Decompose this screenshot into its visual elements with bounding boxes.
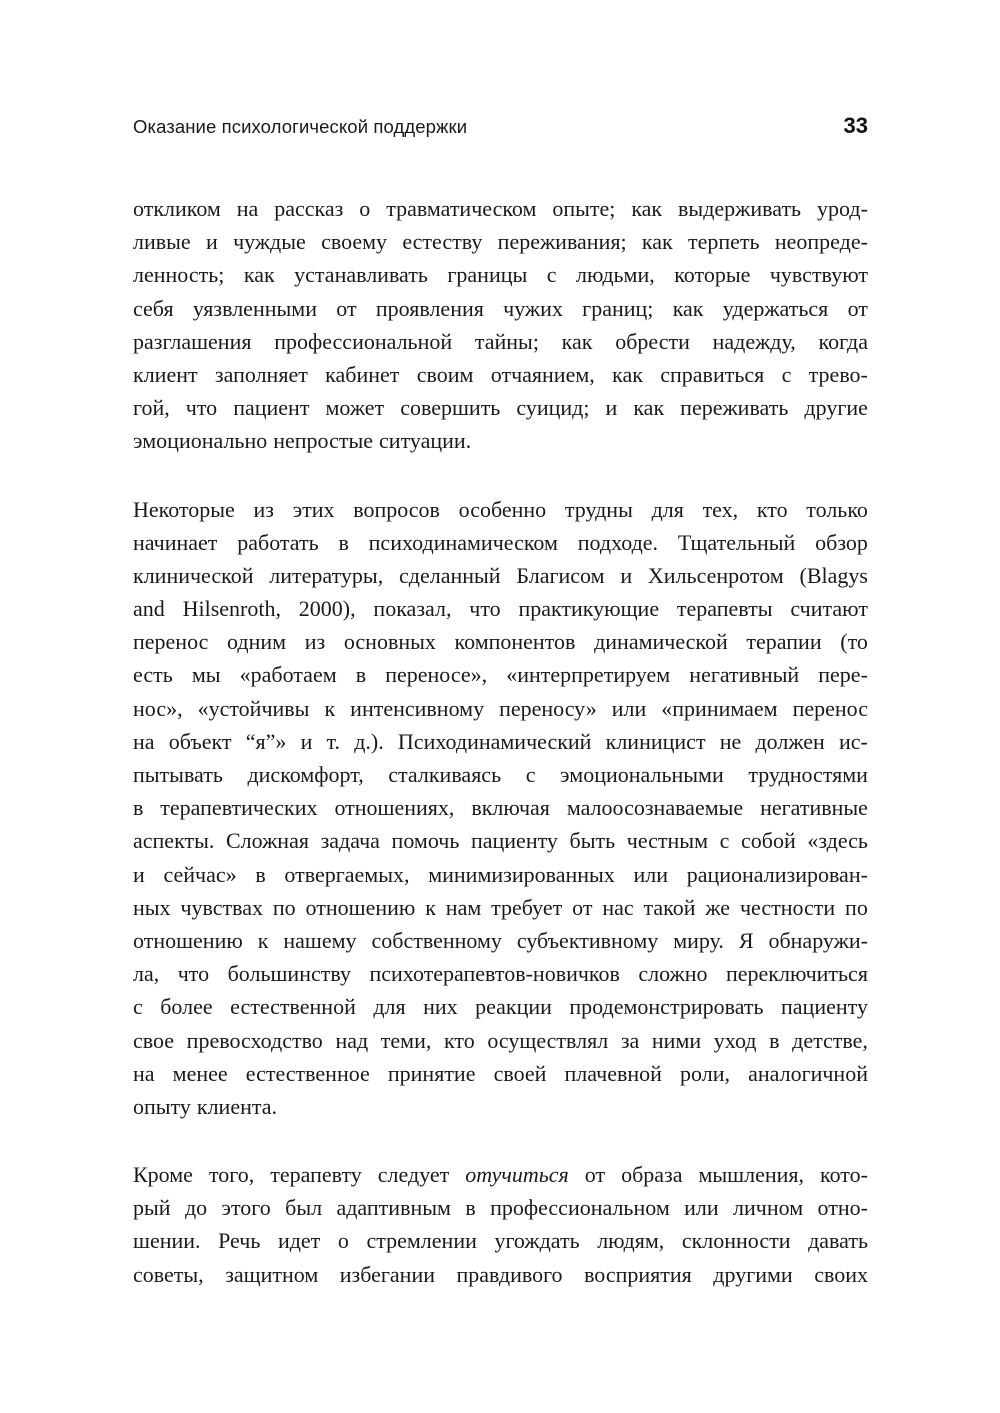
word: совершить [400, 395, 501, 421]
word: пациент [233, 395, 310, 421]
word: трудностями [748, 762, 868, 787]
word: начинает [133, 529, 218, 555]
word: своим [416, 361, 474, 387]
word: «интерпретируем [506, 662, 671, 688]
word: т. [326, 728, 341, 754]
word: и [605, 395, 618, 421]
word: теми, [380, 1027, 432, 1053]
word: когда [818, 328, 868, 354]
word: до [184, 1195, 208, 1221]
word: тайны; [474, 328, 539, 354]
word: этих [292, 496, 335, 522]
word: от [847, 295, 868, 321]
word: большинству [227, 961, 351, 987]
word: избегании [339, 1261, 435, 1287]
text-line [133, 559, 868, 592]
word: терапии [746, 629, 822, 655]
word: Кроме [133, 1162, 193, 1188]
word: переключиться [726, 961, 868, 987]
word: как [631, 196, 663, 221]
word: угождать [494, 1228, 580, 1254]
word: же [705, 894, 731, 920]
text-line [133, 1057, 868, 1090]
word: своему [321, 229, 388, 255]
word: защитном [225, 1261, 319, 1287]
word: как [672, 295, 704, 321]
word: за [620, 1027, 640, 1053]
word: может [325, 395, 385, 421]
word: по [845, 894, 868, 920]
word: границ; [582, 295, 654, 321]
text-line [133, 1258, 868, 1291]
word: личном [733, 1195, 804, 1221]
word: суицид; [516, 395, 590, 421]
page-number: 33 [843, 113, 868, 138]
word: осуществлял [487, 1027, 609, 1053]
word: должен [755, 728, 825, 754]
word: интенсивному [350, 695, 485, 721]
word: шении. [133, 1228, 201, 1254]
word: кото- [820, 1162, 868, 1188]
word: или [633, 861, 669, 887]
text-line [133, 924, 868, 957]
text-line [133, 725, 868, 758]
word: естественное [245, 1060, 370, 1086]
word: уход [713, 1027, 757, 1053]
word: в [769, 1027, 780, 1053]
word: как [633, 395, 665, 421]
word: адаптивным [336, 1195, 451, 1221]
word: одним [227, 629, 287, 655]
word: следует [377, 1162, 450, 1188]
word: что [185, 395, 218, 421]
word: практикующие [518, 596, 660, 622]
word: принятие [387, 1060, 476, 1086]
word: этого [221, 1195, 271, 1221]
text-line [133, 225, 868, 258]
word: сложно [638, 961, 708, 987]
word: минимизированных [428, 861, 615, 887]
word: своих [814, 1261, 868, 1287]
word: д.). [354, 728, 384, 754]
word: выдерживать [678, 196, 802, 221]
word: “я”» [245, 728, 287, 754]
word: клинической [133, 562, 254, 588]
word: с [781, 361, 792, 387]
word: психотерапевтов-новичков [369, 961, 620, 987]
word: «принимаем [661, 695, 778, 721]
word: субъективному [516, 927, 659, 953]
word: ла, [133, 961, 160, 987]
text-line [133, 1191, 868, 1224]
word: кто [756, 496, 788, 522]
word: такой [643, 894, 696, 920]
word: 2000), [298, 596, 356, 622]
word: включая [471, 795, 550, 821]
word: образа [621, 1162, 683, 1188]
word: быть [569, 828, 616, 854]
word: динамической [594, 629, 728, 655]
text-line [133, 1090, 868, 1123]
word: пытывать [133, 762, 223, 787]
word: особенно [458, 496, 547, 522]
word: к [425, 894, 436, 920]
word: переживать [680, 395, 789, 421]
text-line [133, 1158, 868, 1191]
word: клиницист [605, 728, 706, 754]
running-header [133, 113, 868, 143]
text-line [133, 391, 868, 424]
word: собой [740, 828, 796, 854]
word: был [285, 1195, 323, 1221]
word: пациенту [781, 994, 868, 1020]
word: для [373, 994, 406, 1020]
word: аналогичной [748, 1060, 868, 1086]
word: заполняет [214, 361, 308, 387]
word: советы, [133, 1261, 204, 1287]
text-line [133, 258, 868, 291]
word: чувствах [180, 894, 264, 920]
word: обнаружи- [768, 927, 868, 953]
word: перенос [133, 629, 209, 655]
paragraph-3 [133, 1158, 868, 1291]
word: продемонстрировать [569, 994, 764, 1020]
word: миру. [673, 927, 724, 953]
word: как [243, 262, 275, 288]
word: Благисом [516, 562, 605, 588]
text-line [133, 424, 868, 457]
word: неопреде- [774, 229, 868, 255]
text-line [133, 292, 868, 325]
word: Психодинамический [397, 728, 592, 754]
word: реакции [475, 994, 552, 1020]
word: на [133, 1060, 155, 1086]
word: дискомфорт, [247, 762, 364, 787]
word: мышления, [698, 1162, 805, 1188]
word: от [336, 295, 357, 321]
word: восприятия [584, 1261, 692, 1287]
word: and [133, 596, 165, 622]
word: негативный [689, 662, 800, 688]
word: ленность; [133, 262, 225, 288]
word: что [469, 596, 501, 622]
word: чужих [503, 295, 563, 321]
word: границы [447, 262, 528, 288]
word: малоосознаваемые [566, 795, 744, 821]
word: работать [237, 529, 319, 555]
word: клиента. [196, 1093, 278, 1119]
word: литературы, [269, 562, 384, 588]
word: тех, [702, 496, 739, 522]
word: к [324, 695, 336, 721]
word: нам [445, 894, 482, 920]
word: пере- [818, 662, 868, 688]
word: о [359, 196, 371, 221]
word: ними [651, 1027, 702, 1053]
text-line [133, 692, 868, 725]
word: Тщательный [677, 529, 796, 555]
word: отношению [133, 927, 243, 953]
body-text [133, 192, 868, 1326]
word: требует [491, 894, 563, 920]
word: другие [804, 395, 868, 421]
word: ных [133, 894, 171, 920]
text-line [133, 758, 868, 791]
text-line [133, 824, 868, 857]
word: из [304, 629, 326, 655]
word: правдивого [456, 1261, 563, 1287]
word: профессиональной [274, 328, 453, 354]
word: отношению [305, 894, 416, 920]
word: терапевту [270, 1162, 362, 1188]
word: о [337, 1228, 349, 1254]
word: по [272, 894, 296, 920]
word: с [719, 828, 730, 854]
word: свое [133, 1027, 175, 1053]
word: пациенту [470, 828, 558, 854]
word: кабинет [325, 361, 400, 387]
word: терапевтических [160, 795, 318, 821]
text-line [133, 891, 868, 924]
word: естеству [402, 229, 483, 255]
word: на [133, 728, 155, 754]
word: отвергаемых, [284, 861, 410, 887]
text-line [133, 325, 868, 358]
word: задача [320, 828, 380, 854]
word: показал, [373, 596, 452, 622]
word: Сложная [225, 828, 309, 854]
word: травматическом [386, 196, 537, 221]
word: более [160, 994, 213, 1020]
word: для [651, 496, 684, 522]
word: объект [168, 728, 232, 754]
word: или [611, 695, 647, 721]
word: рассказ [274, 196, 344, 221]
word: «устойчивы [197, 695, 310, 721]
word: с [525, 762, 536, 787]
word: идет [277, 1228, 321, 1254]
word: «здесь [807, 828, 868, 854]
word: честным [626, 828, 708, 854]
word: естественной [230, 994, 356, 1020]
word: как [561, 328, 593, 354]
text-line [133, 592, 868, 625]
word: «работаем [239, 662, 337, 688]
word: опыту [133, 1093, 191, 1119]
word: людьми, [576, 262, 655, 288]
word: отно- [817, 1195, 868, 1221]
word: гой, [133, 395, 170, 421]
word: терапевты [676, 596, 773, 622]
text-line [133, 957, 868, 990]
word: не [719, 728, 742, 754]
word: обрести [615, 328, 690, 354]
text-line [133, 1224, 868, 1257]
word: в [355, 662, 367, 688]
word: от [572, 894, 593, 920]
text-line [133, 625, 868, 658]
running-title: Оказание психологической поддержки [133, 116, 468, 137]
word: рый [133, 1195, 171, 1221]
word: из [253, 496, 274, 522]
word: клиент [133, 361, 198, 387]
word: роли, [680, 1060, 730, 1086]
word: компонентов [454, 629, 576, 655]
word: чувствуют [769, 262, 868, 288]
text-line [133, 192, 868, 225]
word: в [133, 795, 144, 821]
word: эмоциональными [560, 762, 724, 787]
word: которые [674, 262, 751, 288]
text-line [133, 658, 868, 691]
word: Речь [218, 1228, 261, 1254]
word: аспекты. [133, 828, 215, 854]
text-line [133, 990, 868, 1023]
word: того, [208, 1162, 255, 1188]
word: проявления [375, 295, 484, 321]
word: опыте; [552, 196, 616, 221]
word: откликом [133, 196, 221, 221]
word: что [177, 961, 210, 987]
text-line [133, 858, 868, 891]
word: мы [191, 662, 221, 688]
word: чуждые [233, 229, 306, 255]
word: ситуации. [379, 428, 472, 454]
word: кто [444, 1027, 475, 1053]
word: от [584, 1162, 606, 1188]
word: к [257, 927, 269, 953]
word: сделанный [399, 562, 501, 588]
word: собственному [371, 927, 502, 953]
word: честности [739, 894, 836, 920]
word: сталкиваясь [388, 762, 502, 787]
word: нас [602, 894, 634, 920]
word: своей [493, 1060, 547, 1086]
word: нашему [283, 927, 357, 953]
word: справиться [660, 361, 765, 387]
word: них [423, 994, 458, 1020]
word: сейчас» [163, 861, 237, 887]
word: над [335, 1027, 369, 1053]
word: на [236, 196, 259, 221]
word: (то [840, 629, 868, 655]
word: помочь [391, 828, 460, 854]
word: только [806, 496, 868, 522]
word: в [338, 529, 349, 555]
word: как [612, 361, 643, 387]
word: переживания; [497, 229, 627, 255]
word: эмоционально [133, 428, 268, 454]
word: и [205, 229, 218, 255]
word: переносе», [385, 662, 488, 688]
paragraph-1 [133, 192, 868, 458]
text-line [133, 526, 868, 559]
word: нос», [133, 695, 183, 721]
word: и [133, 861, 145, 887]
word: трево- [808, 361, 868, 387]
word: основных [343, 629, 436, 655]
word: Hilsenroth, [182, 596, 281, 622]
word: отчаянием, [490, 361, 595, 387]
word: себя [133, 295, 174, 321]
word: трудны [564, 496, 633, 522]
word: есть [133, 662, 173, 688]
word: рационализирован- [686, 861, 868, 887]
word: удержаться [722, 295, 829, 321]
word: уязвленными [192, 295, 317, 321]
word: психодинамическом [368, 529, 558, 555]
word: и [620, 562, 633, 588]
word: обзор [815, 529, 868, 555]
word: Я [738, 927, 754, 953]
word: стремлении [366, 1228, 477, 1254]
word: с [546, 262, 557, 288]
word: переносу» [499, 695, 597, 721]
word: терпеть [688, 229, 760, 255]
word: склонности [681, 1228, 791, 1254]
word: ливые [133, 229, 191, 255]
word: детстве, [792, 1027, 868, 1053]
word: с [133, 994, 143, 1020]
word: плачевной [564, 1060, 662, 1086]
word: ис- [839, 728, 868, 754]
word: отношениях, [334, 795, 455, 821]
word: и [300, 728, 313, 754]
word: давать [808, 1228, 868, 1254]
paragraph-2 [133, 493, 868, 1124]
text-line [133, 791, 868, 824]
word: или [684, 1195, 719, 1221]
word: разглашения [133, 328, 252, 354]
word: отучиться [465, 1162, 569, 1188]
word: вопросов [353, 496, 440, 522]
word: в [255, 861, 266, 887]
word: менее [172, 1060, 228, 1086]
word: превосходство [186, 1027, 323, 1053]
word: устанавливать [294, 262, 428, 288]
text-line [133, 1024, 868, 1057]
text-line [133, 358, 868, 391]
word: подходе. [577, 529, 659, 555]
word: урод- [817, 196, 868, 221]
word: перенос [792, 695, 868, 721]
word: считают [790, 596, 868, 622]
word: в [465, 1195, 476, 1221]
word: как [641, 229, 673, 255]
word: Хильсенротом [647, 562, 784, 588]
text-line [133, 493, 868, 526]
word: непростые [273, 428, 374, 454]
word: людям, [597, 1228, 665, 1254]
word: надежду, [712, 328, 796, 354]
word: (Blagys [799, 562, 868, 588]
word: негативные [760, 795, 868, 821]
word: другими [713, 1261, 793, 1287]
word: Некоторые [133, 496, 235, 522]
word: профессиональном [490, 1195, 670, 1221]
